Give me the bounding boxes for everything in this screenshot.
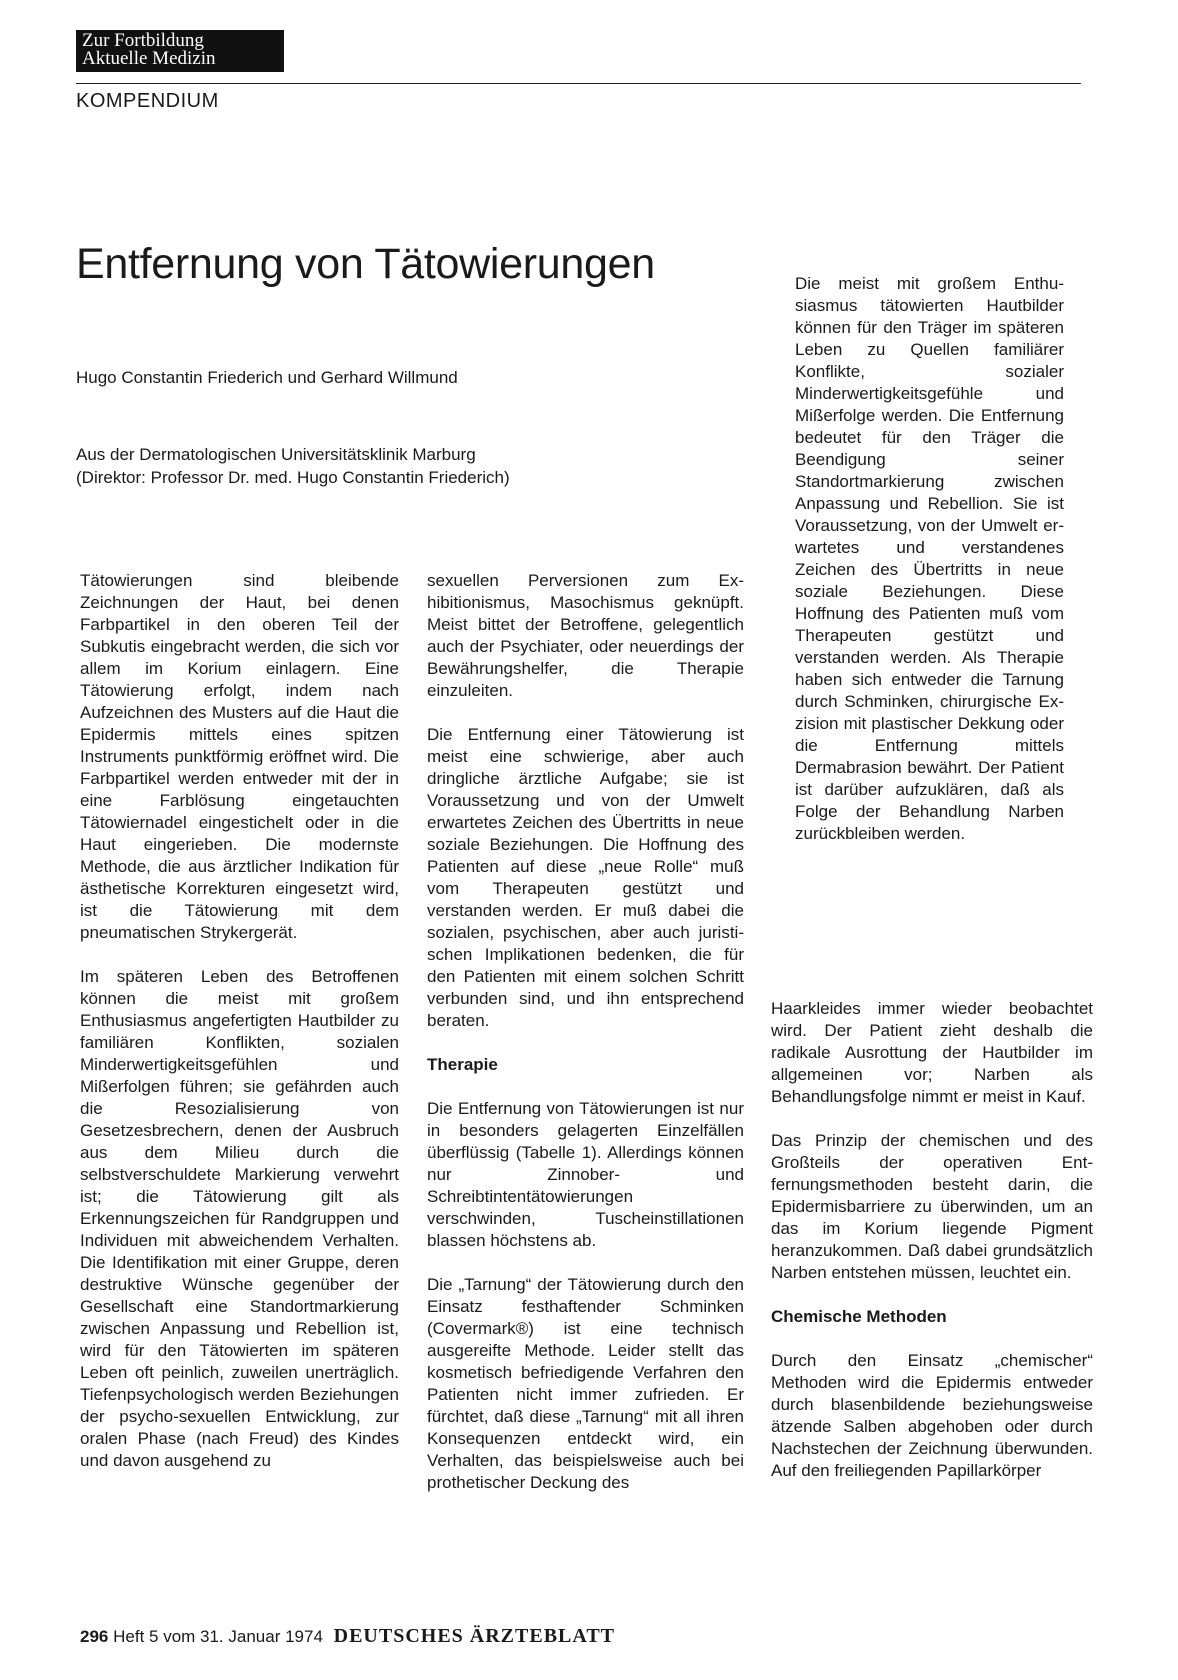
section-heading-chemische-methoden: Chemische Methoden (771, 1307, 947, 1326)
body-column-1 (80, 570, 399, 1472)
paragraph: Die Entfernung von Tätowierungen ist nur in besonders gelagerten Einzelfällen überflüssig (Tabelle 1). Allerdings können nur Zinnober- und Schreibtintentätowierungen verschwinden, Tuscheinstillationen blassen höchstens ab. (427, 1099, 744, 1250)
header-rule (76, 83, 1081, 84)
page-number: 296 (80, 1627, 109, 1646)
article-authors: Hugo Constantin Friederich und Gerhard Willmund (76, 368, 458, 387)
paragraph: Tätowierungen sind bleibende Zeichnungen der Haut, bei denen Farbpartikel in den oberen Teil der Subkutis eingebracht werden, die sich vor allem im Korium einlagern. Eine Tätowierung erfolgt, indem nach Aufzeichnen des Musters auf die Haut die Epidermis mittels eines spitzen Instruments punktförmig eröffnet wird. Die Farbpartikel werden entweder mit der in eine Farblösung eingetauchten Tätowiernadel eingestichelt oder in die Haut eingerieben. Die modernste Methode, die aus ärztlicher Indikation für ästhetische Korrekturen eingesetzt wird, ist die Tätowierung mit dem pneumatischen Strykergerät. (80, 571, 399, 942)
paragraph: Die Entfernung einer Tätowierung ist meist eine schwierige, aber auch dringliche ärztliche Aufgabe; sie ist Voraussetzung und von der Umwelt erwartetes Zeichen des Übertritts in neue soziale Beziehungen. Die Hoffnung des Patienten auf diese „neue Rolle“ muß vom Therapeuten gestützt und verstanden werden. Er muß dabei die sozialen, psychischen, aber auch juristischen Implikationen bedenken, die für den Patienten mit einem solchen Schritt verbunden sind, und ihn entsprechend beraten. (427, 725, 744, 1030)
summary-paragraph: Die meist mit großem Enthusiasmus tätowierten Hautbilder können für den Träger im späteren Leben zu Quellen familiärer Konflikte, sozialer Minderwertigkeitsgefühle und Mißerfolge werden. Die Entfernung bedeutet für den Träger die Beendigung seiner Standortmarkierung zwischen Anpassung und Rebellion. Sie ist Voraussetzung, von der Umwelt erwartetes und verstandenes Zeichen des Übertritts in neue soziale Beziehungen. Diese Hoffnung des Patienten muß vom Therapeuten gestützt und verstanden werden. Als Therapie haben sich entweder die Tarnung durch Schminken, chirurgische Exzision mit plastischer Dekkung oder die Entfernung mittels Dermabrasion bewährt. Der Patient ist darüber aufzuklären, daß als Folge der Behandlung Narben zurückbleiben werden. (795, 274, 1064, 843)
article-title: Entfernung von Tätowierungen (76, 240, 655, 288)
body-column-2 (427, 570, 744, 1494)
journal-name: DEUTSCHES ÄRZTEBLATT (333, 1625, 616, 1647)
section-tag-line-1: Zur Fortbildung (82, 30, 204, 51)
paragraph: Haarkleides immer wieder beobachtet wird. Der Patient zieht deshalb die radikale Ausrottung der Hautbilder im allgemeinen vor; Narben als Behandlungsfolge nimmt er meist in Kauf. (771, 999, 1093, 1106)
section-tag-line-2: Aktuelle Medizin (82, 48, 216, 69)
issue-info: Heft 5 vom 31. Januar 1974 (113, 1627, 323, 1646)
paragraph: Das Prinzip der chemischen und des Großteils der operativen Entfernungsmethoden besteht darin, die Epidermisbarriere zu überwinden, um an das im Korium liegende Pigment heranzukommen. Daß dabei grundsätzlich Narben entstehen müssen, leuchtet ein. (771, 1131, 1093, 1282)
article-affiliation (76, 443, 510, 489)
section-heading-therapie: Therapie (427, 1055, 498, 1074)
summary-column (795, 273, 1064, 845)
section-tag (76, 30, 284, 72)
page-footer (80, 1625, 615, 1648)
paragraph: Durch den Einsatz „chemischer“ Methoden wird die Epidermis entweder durch blasenbildende beziehungsweise ätzende Salben abgehoben oder durch Nachstechen der Zeichnung überwunden. Auf den freiliegenden Papillarkörper (771, 1351, 1093, 1480)
paragraph: Die „Tarnung“ der Tätowierung durch den Einsatz festhaftender Schminken (Covermark®) ist eine technisch ausgereifte Methode. Leider stellt das kosmetisch befriedigende Verfahren den Patienten nicht immer zufrieden. Er fürchtet, daß diese „Tarnung“ mit all ihren Konsequenzen entdeckt wird, ein Verhalten, das beispielsweise auch bei prothetischer Deckung des (427, 1275, 744, 1492)
paragraph: sexuellen Perversionen zum Exhibitionismus, Masochismus geknüpft. Meist bittet der Betroffene, gelegentlich auch der Psychiater, oder neuerdings der Bewährungshelfer, die Therapie einzuleiten. (427, 571, 744, 700)
affiliation-line-2: (Direktor: Professor Dr. med. Hugo Constantin Friederich) (76, 468, 510, 487)
affiliation-line-1: Aus der Dermatologischen Universitätsklinik Marburg (76, 445, 476, 464)
paragraph: Im späteren Leben des Betroffenen können die meist mit großem Enthusiasmus angefertigten Hautbilder zu familiären Konflikten, sozialen Minderwertigkeitsgefühlen und Mißerfolgen führen; sie gefährden auch die Resozialisierung von Gesetzesbrechern, denen der Ausbruch aus dem Milieu durch die selbstverschuldete Markierung verwehrt ist; die Tätowierung gilt als Erkennungszeichen für Randgruppen und Individuen mit abweichendem Verhalten. Die Identifikation mit einer Gruppe, deren destruktive Wünsche gegenüber der Gesellschaft eine Standortmarkierung zwischen Anpassung und Rebellion ist, wird für den Tätowierten im späteren Leben oft peinlich, zuweilen unerträglich. Tiefenpsychologisch werden Beziehungen der psycho-sexuellen Entwicklung, zur oralen Phase (nach Freud) des Kindes und davon ausgehend zu (80, 967, 399, 1470)
category-label: KOMPENDIUM (76, 90, 219, 112)
body-column-3 (771, 998, 1093, 1482)
